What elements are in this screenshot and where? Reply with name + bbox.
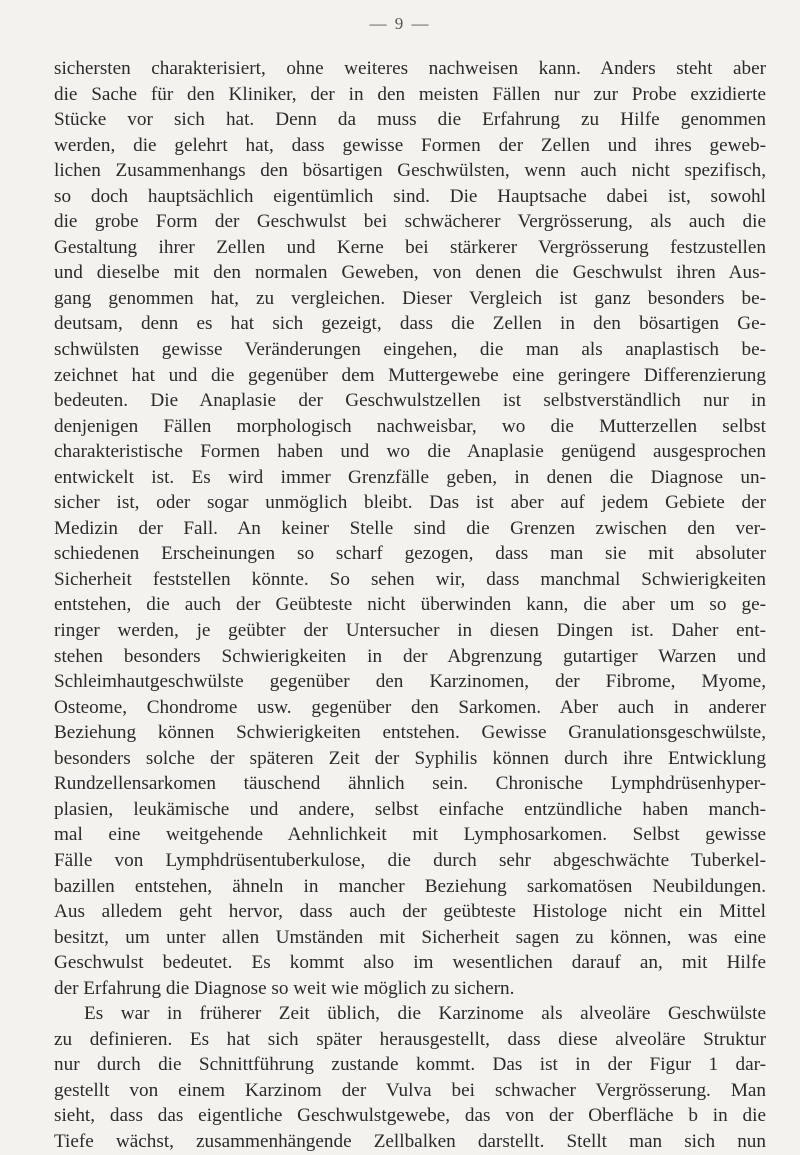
text-line: denjenigen Fällen morphologisch nachweisbar, wo die Mutterzellen selbst [54,415,766,437]
text-line: gestellt von einem Karzinom der Vulva bei schwacher Vergrösserung. Man [54,1079,766,1101]
text-line: stehen besonders Schwierigkeiten in der Abgrenzung gutartiger Warzen und [54,645,766,667]
text-line: Osteome, Chondrome usw. gegenüber den Sarkomen. Aber auch in anderer [54,696,766,718]
text-line: mal eine weitgehende Aehnlichkeit mit Lymphosarkomen. Selbst gewisse [54,824,766,846]
text-line: schwülsten gewisse Veränderungen eingehen, die man als anaplastisch be- [54,339,766,361]
text-line: gang genommen hat, zu vergleichen. Dieser Vergleich ist ganz besonders be- [54,287,766,309]
page-number: — 9 — [369,14,431,33]
text-line: sicher ist, oder sogar unmöglich bleibt. Das ist aber auf jedem Gebiete der [54,492,766,514]
text-line: bazillen entstehen, ähneln in mancher Beziehung sarkomatösen Neubildungen. [54,875,766,897]
text-line: Medizin der Fall. An keiner Stelle sind die Grenzen zwischen den ver- [54,517,766,539]
text-line: Schleimhautgeschwülste gegenüber den Karzinomen, der Fibrome, Myome, [54,671,766,693]
text-line: zeichnet hat und die gegenüber dem Muttergewebe eine geringere Differenzierung [54,364,766,386]
text-line: und dieselbe mit den normalen Geweben, von denen die Geschwulst ihren Aus- [54,262,766,284]
text-line: Fälle von Lymphdrüsentuberkulose, die durch sehr abgeschwächte Tuberkel- [54,849,766,871]
text-line: besonders solche der späteren Zeit der Syphilis können durch ihre Entwicklung [54,747,766,769]
text-line: zu definieren. Es hat sich später herausgestellt, dass diese alveoläre Struktur [54,1028,766,1050]
text-line: entstehen, die auch der Geübteste nicht überwinden kann, die aber um so ge- [54,594,766,616]
text-line: charakteristische Formen haben und wo die Anaplasie genügend ausgesprochen [54,441,766,463]
text-line: Gestaltung ihrer Zellen und Kerne bei stärkerer Vergrösserung festzustellen [54,236,766,258]
text-line: deutsam, denn es hat sich gezeigt, dass die Zellen in den bösartigen Ge- [54,313,766,335]
text-line: der Erfahrung die Diagnose so weit wie möglich zu sichern. [54,977,515,999]
text-line: die Sache für den Kliniker, der in den meisten Fällen nur zur Probe exzidierte [54,83,766,105]
text-line: die grobe Form der Geschwulst bei schwächerer Vergrösserung, als auch die [54,211,766,233]
text-line: plasien, leukämische und andere, selbst einfache entzündliche haben manch- [54,798,766,820]
text-line: ringer werden, je geübter der Untersucher in diesen Dingen ist. Daher ent- [54,620,766,642]
text-line: sichersten charakterisiert, ohne weiteres nachweisen kann. Anders steht aber [54,58,766,79]
text-line: nur durch die Schnittführung zustande kommt. Das ist in der Figur 1 dar- [54,1054,766,1076]
text-line: lichen Zusammenhangs den bösartigen Geschwülsten, wenn auch nicht spezifisch, [54,160,766,182]
text-line: werden, die gelehrt hat, dass gewisse Formen der Zellen und ihres geweb- [54,134,766,156]
text-line: Beziehung können Schwierigkeiten entstehen. Gewisse Granulationsgeschwülste, [54,722,766,744]
text-line: Tiefe wächst, zusammenhängende Zellbalken darstellt. Stellt man sich nun [54,1130,766,1152]
text-line: Sicherheit feststellen könnte. So sehen wir, dass manchmal Schwierigkeiten [54,568,766,590]
text-line: Stücke vor sich hat. Denn da muss die Erfahrung zu Hilfe genommen [54,109,766,131]
text-line: Es war in früherer Zeit üblich, die Karzinome als alveoläre Geschwülste [84,1003,766,1025]
text-line: schiedenen Erscheinungen so scharf gezogen, dass man sie mit absoluter [54,543,766,565]
text-line: so doch hauptsächlich eigentümlich sind. Die Hauptsache dabei ist, sowohl [54,185,766,207]
body-text [54,56,766,1155]
text-line: bedeuten. Die Anaplasie der Geschwulstzellen ist selbstverständlich nur in [54,390,766,412]
text-line: Aus alledem geht hervor, dass auch der geübteste Histologe nicht ein Mittel [54,901,766,923]
text-line: Rundzellensarkomen täuschend ähnlich sein. Chronische Lymphdrüsenhyper- [54,773,766,795]
text-line: entwickelt ist. Es wird immer Grenzfälle geben, in denen die Diagnose un- [54,466,766,488]
text-line: sieht, dass das eigentliche Geschwulstgewebe, das von der Oberfläche b in die [54,1105,766,1127]
text-line: Geschwulst bedeutet. Es kommt also im wesentlichen darauf an, mit Hilfe [54,952,766,974]
text-line: besitzt, um unter allen Umständen mit Sicherheit sagen zu können, was eine [54,926,766,948]
